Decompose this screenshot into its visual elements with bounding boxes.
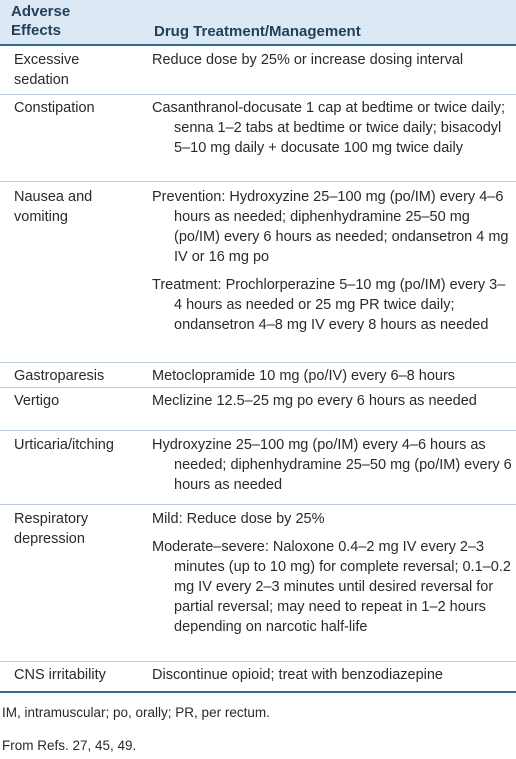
- treatment-cell: [152, 435, 512, 495]
- effect-cell: [14, 366, 146, 386]
- effect-line1: Constipation: [14, 100, 95, 116]
- treatment-cell: [152, 50, 512, 70]
- treatment-cell: [152, 187, 512, 335]
- treatment-cell: [152, 366, 512, 386]
- table-row: [0, 430, 516, 493]
- effect-cell: [14, 187, 146, 227]
- treatment-text: Reduce dose by 25% or increase dosing interval: [152, 52, 464, 68]
- effect-line1: Urticaria/itching: [14, 437, 114, 453]
- effect-cell: [14, 50, 146, 90]
- table-bottom-rule: [0, 691, 516, 693]
- effect-line1: Vertigo: [14, 393, 60, 409]
- header-col1-line1: Adverse: [11, 3, 71, 20]
- header-drug-treatment: Drug Treatment/Management: [154, 23, 361, 40]
- effect-cell: [14, 509, 146, 549]
- effect-line2: sedation: [14, 72, 69, 88]
- treatment-text: Discontinue opioid; treat with benzodiazepine: [152, 667, 443, 683]
- table-row: [0, 661, 516, 683]
- treatment-text: Casanthranol-docusate 1 cap at bedtime or twice daily; senna 1–2 tabs at bedtime or twice daily; bisacodyl 5–10 mg daily + docusate 100 mg twice daily: [152, 100, 506, 156]
- treatment-text: Treatment: Prochlorperazine 5–10 mg (po/IM) every 3–4 hours as needed or 25 mg PR twice daily; ondansetron 4–8 mg IV every 8 hours as needed: [152, 277, 506, 333]
- treatment-text: Metoclopramide 10 mg (po/IV) every 6–8 hours: [152, 368, 456, 384]
- abbreviations-footnote: IM, intramuscular; po, orally; PR, per rectum.: [2, 705, 270, 720]
- table-row: [0, 362, 516, 384]
- effect-line1: Excessive: [14, 52, 80, 68]
- effect-cell: [14, 98, 146, 118]
- treatment-text: Prevention: Hydroxyzine 25–100 mg (po/IM) every 4–6 hours as needed; diphenhydramine 25–50 mg (po/IM) every 6 hours as needed; ondansetron 4 mg IV or 16 mg po: [152, 189, 509, 265]
- treatment-text: Meclizine 12.5–25 mg po every 6 hours as needed: [152, 393, 477, 409]
- effect-cell: [14, 435, 146, 455]
- treatment-text: Hydroxyzine 25–100 mg (po/IM) every 4–6 hours as needed; diphenhydramine 25–50 mg (po/IM) every 6 hours as needed: [152, 437, 512, 493]
- effect-line1: CNS irritability: [14, 667, 106, 683]
- header-adverse-effects: [11, 2, 70, 40]
- source-footnote: From Refs. 27, 45, 49.: [2, 738, 137, 753]
- table-row: [0, 181, 516, 333]
- table-row: [0, 387, 516, 409]
- effect-cell: [14, 391, 146, 411]
- effect-line2: depression: [14, 531, 85, 547]
- effect-line1: Nausea and: [14, 189, 93, 205]
- table-row: [0, 94, 516, 156]
- header-col1-line2: Effects: [11, 22, 62, 39]
- treatment-cell: [152, 391, 512, 411]
- effect-line2: vomiting: [14, 209, 68, 225]
- effect-line1: Respiratory: [14, 511, 89, 527]
- effect-line1: Gastroparesis: [14, 368, 105, 384]
- table-header: [0, 0, 516, 46]
- table-row: [0, 504, 516, 635]
- effect-cell: [14, 665, 146, 685]
- treatment-cell: [152, 98, 512, 158]
- treatment-cell: [152, 665, 512, 685]
- treatment-text: Mild: Reduce dose by 25%: [152, 511, 325, 527]
- treatment-text: Moderate–severe: Naloxone 0.4–2 mg IV every 2–3 minutes (up to 10 mg) for complete reversal; 0.1–0.2 mg IV every 2–3 minutes until desired reversal for partial reversal; may need to repeat in 1–2 hours depending on narcotic half-life: [152, 539, 511, 635]
- treatment-cell: [152, 509, 512, 637]
